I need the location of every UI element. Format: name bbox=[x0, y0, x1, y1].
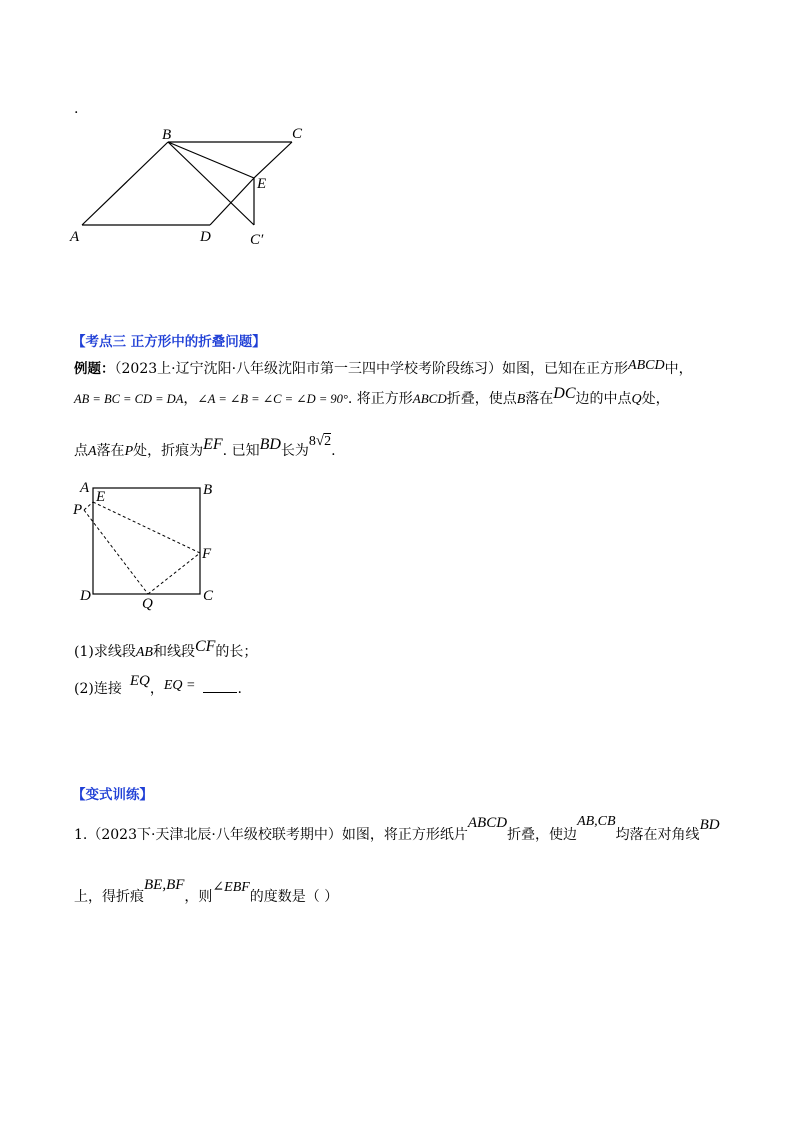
equal-sides-eq: AB = BC = CD = DA bbox=[74, 392, 184, 406]
text-midpoint: 边的中点 bbox=[575, 391, 632, 407]
v2-creases: BE,BF bbox=[144, 877, 185, 893]
label-d: D bbox=[200, 229, 211, 245]
v2-text-c: 的度数是（ ） bbox=[249, 889, 339, 905]
sep: ， bbox=[183, 391, 198, 407]
v1-text-a: 1.（2023下·天津北辰·八年级校联考期中）如图，将正方形纸片 bbox=[74, 827, 468, 843]
variant-heading: 【变式训练】 bbox=[72, 787, 153, 803]
point-b: B bbox=[516, 392, 526, 407]
label-p: P bbox=[73, 502, 83, 518]
label-a: A bbox=[80, 480, 90, 496]
q2-text-a: (2)连接 bbox=[74, 681, 122, 697]
after-square: 中， bbox=[664, 361, 693, 377]
segment-be bbox=[168, 142, 254, 178]
label-q: Q bbox=[142, 596, 153, 612]
point-q: Q bbox=[631, 392, 642, 407]
figure-2-square-fold bbox=[0, 470, 800, 620]
v1-text-b: 折叠，使边 bbox=[507, 827, 578, 843]
q1-text-b: 和线段 bbox=[152, 644, 195, 660]
text-length: 长为 bbox=[280, 443, 309, 459]
example-line-1 bbox=[74, 360, 693, 379]
example-line-3 bbox=[74, 433, 336, 461]
question-2 bbox=[74, 673, 242, 699]
v1-diagonal-bd: BD bbox=[699, 817, 720, 833]
figure-1-parallelogram bbox=[0, 0, 800, 260]
example-line-2 bbox=[74, 385, 670, 409]
point-p: P bbox=[124, 444, 134, 459]
q2-segment-eq: EQ bbox=[129, 673, 150, 689]
segment-ce bbox=[254, 142, 292, 178]
label-b: B bbox=[203, 482, 213, 498]
text-make: 折叠，使点 bbox=[446, 391, 517, 407]
q2-comma: ， bbox=[149, 681, 164, 697]
q2-eq-label: EQ = bbox=[163, 678, 196, 693]
label-e: E bbox=[96, 489, 106, 505]
square-abcd bbox=[93, 488, 200, 594]
right-angles-eq: ∠A = ∠B = ∠C = ∠D = 90° bbox=[197, 392, 348, 406]
length-coef: 8 bbox=[308, 434, 316, 449]
segment-bcprime bbox=[168, 142, 254, 225]
text-point: 点 bbox=[74, 443, 88, 459]
q1-text-c: 的长； bbox=[215, 644, 258, 660]
point-a: A bbox=[88, 444, 97, 459]
q1-segment-cf: CF bbox=[194, 638, 216, 655]
section-heading: 【考点三 正方形中的折叠问题】 bbox=[72, 334, 266, 350]
variant-line-2 bbox=[74, 877, 339, 907]
segment-ab bbox=[82, 142, 168, 225]
text-land: 落在 bbox=[525, 391, 554, 407]
text-land-2: 落在 bbox=[96, 443, 125, 459]
answer-blank[interactable] bbox=[203, 680, 237, 693]
label-c: C bbox=[203, 588, 214, 604]
segment-bd: BD bbox=[259, 436, 281, 453]
text-crease: 处，折痕为 bbox=[133, 443, 204, 459]
v1-text-c: 均落在对角线 bbox=[615, 827, 700, 843]
v1-sides: AB,CB bbox=[577, 814, 616, 829]
label-b: B bbox=[162, 127, 172, 143]
square-name: ABCD bbox=[628, 358, 665, 373]
text-period: . bbox=[331, 443, 336, 459]
segment-qf-dashed bbox=[148, 553, 200, 594]
label-c: C bbox=[292, 126, 303, 142]
text-place: 处， bbox=[641, 391, 670, 407]
text-fold: . 将正方形 bbox=[347, 391, 413, 407]
example-label: 例题： bbox=[74, 361, 115, 377]
label-c-prime: C′ bbox=[250, 232, 264, 248]
length-value bbox=[309, 434, 331, 449]
v2-text-a: 上，得折痕 bbox=[74, 889, 144, 905]
v2-angle-ebf: ∠EBF bbox=[212, 880, 250, 895]
square-name-2: ABCD bbox=[412, 391, 447, 406]
crease-ef: EF bbox=[203, 436, 223, 453]
v1-square-abcd: ABCD bbox=[467, 815, 508, 831]
label-d: D bbox=[80, 588, 91, 604]
example-source: （2023上·辽宁沈阳·八年级沈阳市第一三四中学校考阶段练习）如图，已知在正方形 bbox=[114, 361, 629, 377]
text-known: . 已知 bbox=[222, 443, 260, 459]
label-a: A bbox=[70, 229, 80, 245]
q1-text-a: (1)求线段 bbox=[74, 644, 136, 660]
segment-dc: DC bbox=[553, 385, 576, 402]
crease-ef-dashed bbox=[93, 502, 200, 553]
sqrt-sign: √ bbox=[315, 433, 325, 449]
q2-period: . bbox=[237, 681, 242, 697]
length-radicand: 2 bbox=[324, 434, 332, 449]
variant-line-1 bbox=[74, 814, 720, 845]
q1-segment-ab: AB bbox=[135, 645, 153, 660]
top-dot: . bbox=[74, 101, 79, 117]
label-e: E bbox=[257, 176, 267, 192]
question-1 bbox=[74, 638, 258, 662]
segment-pe-dashed bbox=[84, 502, 93, 510]
v2-text-b: ，则 bbox=[184, 889, 213, 905]
label-f: F bbox=[202, 546, 212, 562]
